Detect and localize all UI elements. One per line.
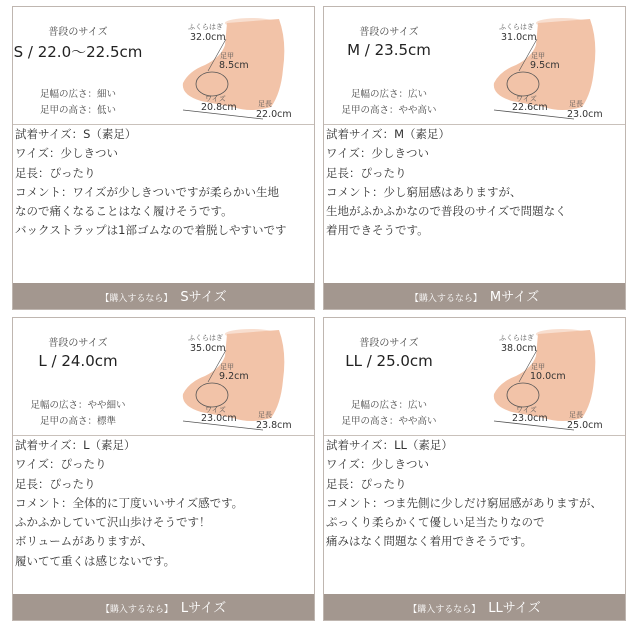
calf-label: ふくらはぎ <box>188 23 223 31</box>
review-line: コメント：少し窮屈感はありますが、 <box>326 184 522 199</box>
review-line: コメント：ワイズが少しきついですが柔らかい生地 <box>15 184 280 199</box>
size-review-card <box>323 6 626 310</box>
size-review-card <box>12 317 315 621</box>
usual-size-label: 普段のサイズ <box>359 27 419 38</box>
review-line: ボリュームがありますが、 <box>15 534 153 549</box>
review-line: 足長：ぴったり <box>15 476 96 491</box>
calf-value: 38.0cm <box>501 343 537 354</box>
review-line: 足長：ぴったり <box>326 476 407 491</box>
length-value: 22.0cm <box>256 109 292 120</box>
foot-width-attribute: 足幅の広さ：広い <box>350 400 427 411</box>
review-line: 履いてて重くは感じないです。 <box>15 553 176 568</box>
instep-label: 足甲 <box>531 363 545 371</box>
card-header <box>324 7 625 125</box>
usual-size-value: LL / 25.0cm <box>345 352 433 370</box>
calf-label: ふくらはぎ <box>499 23 534 31</box>
recommended-size: Sサイズ <box>180 290 227 305</box>
review-line: ワイズ：少しきつい <box>15 146 119 161</box>
review-text <box>326 436 623 552</box>
recommendation-prefix: 【購入するなら】 <box>409 294 482 304</box>
foot-width-attribute: 足幅の広さ：細い <box>39 89 116 100</box>
review-text <box>15 125 312 241</box>
wise-label: ワイズ <box>205 95 226 103</box>
review-line: コメント：つま先側に少しだけ窮屈感がありますが、 <box>326 495 602 510</box>
recommendation-prefix: 【購入するなら】 <box>408 605 481 615</box>
length-label: 足長 <box>258 100 272 108</box>
review-line: ぷっくり柔らかくて優しい足当たりなので <box>326 515 545 530</box>
review-line: 試着サイズ：S（素足） <box>15 127 137 141</box>
review-line: 痛みはなく問題なく着用できそうです。 <box>326 534 533 549</box>
review-line: 足長：ぴったり <box>15 165 96 180</box>
instep-value: 9.5cm <box>530 60 560 71</box>
recommended-size: LLサイズ <box>488 601 541 616</box>
review-line: ワイズ：少しきつい <box>326 457 430 472</box>
calf-value: 31.0cm <box>501 32 537 43</box>
usual-size-label: 普段のサイズ <box>48 27 108 38</box>
instep-value: 10.0cm <box>530 371 566 382</box>
recommendation-bar <box>324 594 625 620</box>
recommendation-prefix: 【購入するなら】 <box>100 605 173 615</box>
wise-value: 20.8cm <box>201 102 237 113</box>
instep-height-attribute: 足甲の高さ：標準 <box>39 416 116 427</box>
foot-width-attribute: 足幅の広さ：やや細い <box>30 400 126 411</box>
wise-label: ワイズ <box>516 406 537 414</box>
review-text <box>326 125 623 241</box>
instep-value: 8.5cm <box>219 60 249 71</box>
review-line: 生地がふかふかなので普段のサイズで問題なく <box>326 204 567 219</box>
foot-measurement-illustration <box>452 320 624 433</box>
instep-label: 足甲 <box>531 52 545 60</box>
calf-label: ふくらはぎ <box>499 334 534 342</box>
review-line: ふかふかしていて沢山歩けそうです！ <box>15 515 211 530</box>
usual-size-value: L / 24.0cm <box>38 352 118 370</box>
usual-size-label: 普段のサイズ <box>48 338 108 349</box>
recommendation-bar <box>13 594 314 620</box>
card-header <box>13 318 314 436</box>
recommendation-prefix: 【購入するなら】 <box>100 294 173 304</box>
length-value: 25.0cm <box>567 420 603 431</box>
review-line: コメント：全体的に丁度いいサイズ感です。 <box>15 495 244 510</box>
card-header <box>324 318 625 436</box>
calf-value: 32.0cm <box>190 32 226 43</box>
review-text <box>15 436 312 571</box>
length-label: 足長 <box>569 411 583 419</box>
wise-value: 23.0cm <box>512 413 548 424</box>
wise-label: ワイズ <box>205 406 226 414</box>
recommended-size: Mサイズ <box>489 290 540 305</box>
foot-width-attribute: 足幅の広さ：広い <box>350 89 427 100</box>
usual-size-value: S / 22.0〜22.5cm <box>13 43 143 61</box>
size-review-card <box>323 317 626 621</box>
review-line: 試着サイズ：M（素足） <box>326 127 451 141</box>
foot-measurement-illustration <box>141 9 313 122</box>
instep-height-attribute: 足甲の高さ：低い <box>39 105 116 116</box>
wise-label: ワイズ <box>516 95 537 103</box>
recommended-size: Lサイズ <box>180 601 227 616</box>
instep-label: 足甲 <box>220 52 234 60</box>
foot-measurement-illustration <box>141 320 313 433</box>
instep-height-attribute: 足甲の高さ：やや高い <box>341 105 437 116</box>
review-line: なので痛くなることはなく履けそうです。 <box>15 204 233 219</box>
calf-value: 35.0cm <box>190 343 226 354</box>
card-header <box>13 7 314 125</box>
review-line: 着用できそうです。 <box>326 223 429 238</box>
review-line: 試着サイズ：L（素足） <box>15 438 136 452</box>
length-label: 足長 <box>569 100 583 108</box>
review-line: ワイズ：ぴったり <box>15 457 107 472</box>
recommendation-bar <box>13 283 314 309</box>
instep-height-attribute: 足甲の高さ：やや高い <box>341 416 437 427</box>
length-value: 23.8cm <box>256 420 292 431</box>
review-line: 足長：ぴったり <box>326 165 407 180</box>
wise-value: 22.6cm <box>512 102 548 113</box>
usual-size-value: M / 23.5cm <box>347 41 431 59</box>
usual-size-label: 普段のサイズ <box>359 338 419 349</box>
instep-value: 9.2cm <box>219 371 249 382</box>
length-value: 23.0cm <box>567 109 603 120</box>
review-line: 試着サイズ：LL（素足） <box>326 438 453 452</box>
calf-label: ふくらはぎ <box>188 334 223 342</box>
size-review-card <box>12 6 315 310</box>
length-label: 足長 <box>258 411 272 419</box>
foot-measurement-illustration <box>452 9 624 122</box>
wise-value: 23.0cm <box>201 413 237 424</box>
review-line: バックストラップは1部ゴムなので着脱しやすいです <box>15 223 287 238</box>
recommendation-bar <box>324 283 625 309</box>
instep-label: 足甲 <box>220 363 234 371</box>
review-line: ワイズ：少しきつい <box>326 146 430 161</box>
